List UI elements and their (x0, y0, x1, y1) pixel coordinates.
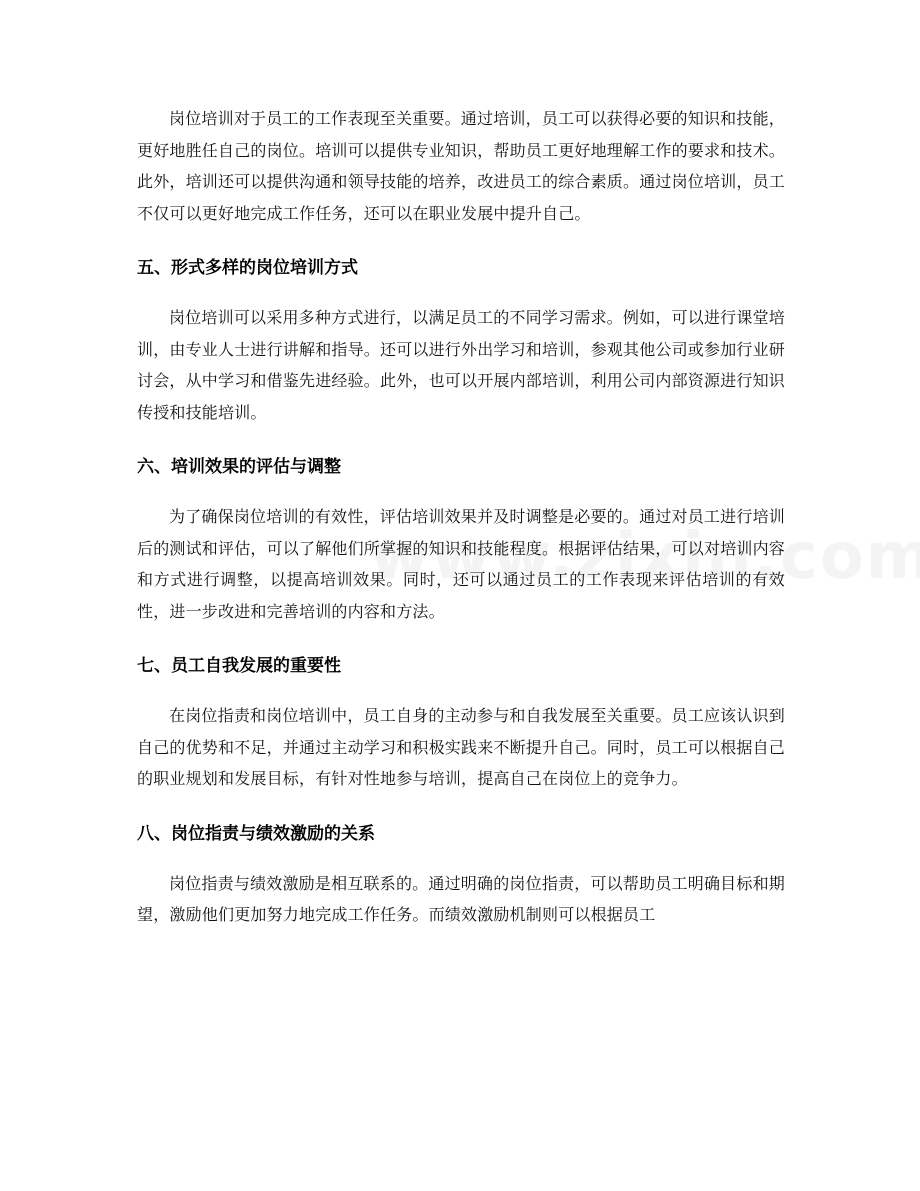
spacer (137, 280, 785, 302)
spacer (137, 678, 785, 700)
document-page (137, 103, 785, 931)
section-heading-7: 七、员工自我发展的重要性 (137, 656, 341, 676)
spacer (137, 795, 785, 822)
spacer (137, 479, 785, 501)
spacer (137, 627, 785, 654)
spacer (137, 229, 785, 256)
spacer (137, 846, 785, 868)
section-heading-8: 八、岗位指责与绩效激励的关系 (137, 823, 375, 844)
intro-paragraph: 岗位培训对于员工的工作表现至关重要。通过培训，员工可以获得必要的知识和技能，更好地胜任自己的岗位。培训可以提供专业知识，帮助员工更好地理解工作的要求和技术。此外，培训还可以提供沟通和领导技能的培养，改进员工的综合素质。通过岗位培训，员工不仅可以更好地完成工作任务，还可以在职业发展中提升自己。 (137, 109, 786, 223)
section-paragraph-8: 岗位指责与绩效激励是相互联系的。通过明确的岗位指责，可以帮助员工明确目标和期望，激励他们更加努力地完成工作任务。而绩效激励机制则可以根据员工 (137, 873, 785, 924)
spacer (137, 428, 785, 455)
section-paragraph-6: 为了确保岗位培训的有效性，评估培训效果并及时调整是必要的。通过对员工进行培训后的测试和评估，可以了解他们所掌握的知识和技能程度。根据评估结果，可以对培训内容和方式进行调整，以提高培训效果。同时，还可以通过员工的工作表现来评估培训的有效性，进一步改进和完善培训的内容和方法。 (137, 507, 786, 621)
section-paragraph-5: 岗位培训可以采用多种方式进行，以满足员工的不同学习需求。例如，可以进行课堂培训，由专业人士进行讲解和指导。还可以进行外出学习和培训，参观其他公司或参加行业研讨会，从中学习和借鉴先进经验。此外，也可以开展内部培训，利用公司内部资源进行知识传授和技能培训。 (137, 308, 786, 422)
section-heading-6: 六、培训效果的评估与调整 (137, 457, 341, 477)
section-paragraph-7: 在岗位指责和岗位培训中，员工自身的主动参与和自我发展至关重要。员工应该认识到自己的优势和不足，并通过主动学习和积极实践来不断提升自己。同时，员工可以根据自己的职业规划和发展目标，有针对性地参与培训，提高自己在岗位上的竞争力。 (137, 706, 786, 788)
section-heading-5: 五、形式多样的岗位培训方式 (137, 258, 358, 278)
